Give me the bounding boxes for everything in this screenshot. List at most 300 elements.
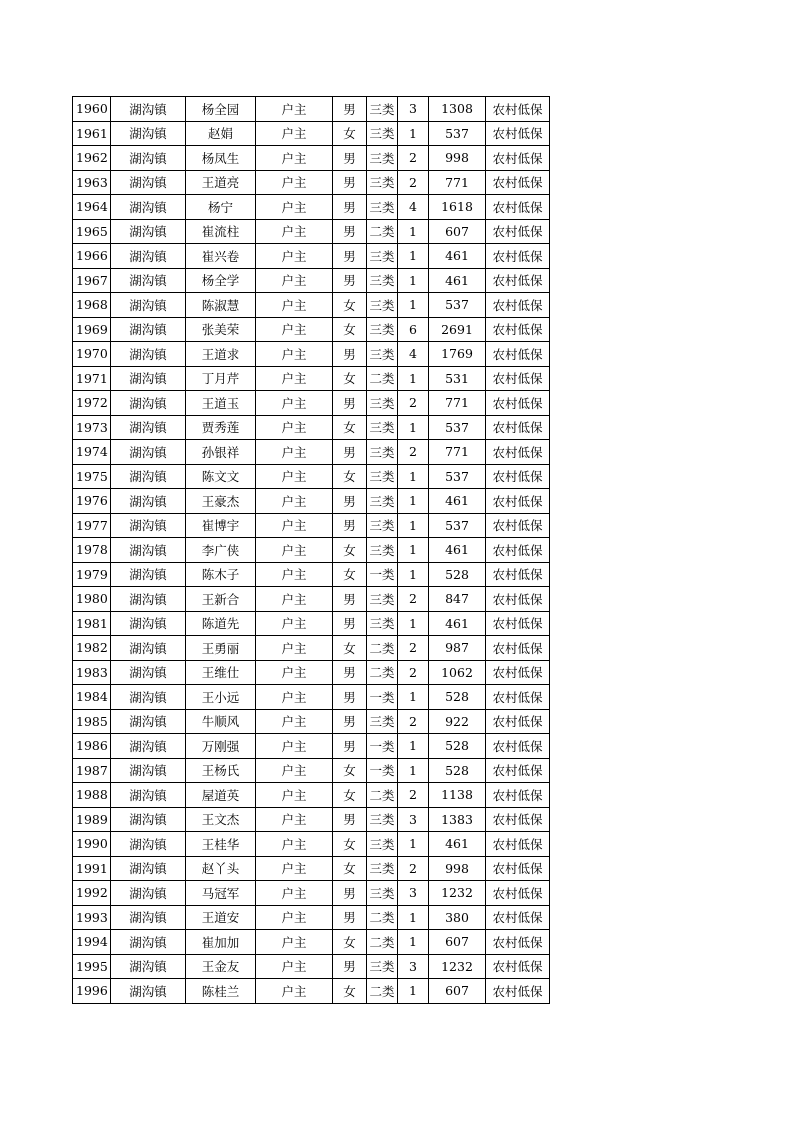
aid-type-cell: 农村低保 <box>486 905 550 930</box>
household-size-cell: 1 <box>398 121 429 146</box>
gender-cell: 男 <box>333 97 367 122</box>
household-size-cell: 2 <box>398 709 429 734</box>
serial-number-cell: 1974 <box>73 440 111 465</box>
category-cell: 三类 <box>367 954 398 979</box>
household-size-cell: 1 <box>398 734 429 759</box>
township-cell: 湖沟镇 <box>111 660 186 685</box>
household-size-cell: 1 <box>398 758 429 783</box>
table-row <box>73 734 550 759</box>
household-size-cell: 1 <box>398 415 429 440</box>
category-cell: 三类 <box>367 513 398 538</box>
table-row <box>73 954 550 979</box>
name-cell: 贾秀莲 <box>186 415 256 440</box>
amount-cell: 1618 <box>429 195 486 220</box>
name-cell: 李广侠 <box>186 538 256 563</box>
gender-cell: 男 <box>333 170 367 195</box>
amount-cell: 847 <box>429 587 486 612</box>
serial-number-cell: 1968 <box>73 293 111 318</box>
aid-type-cell: 农村低保 <box>486 734 550 759</box>
category-cell: 三类 <box>367 832 398 857</box>
aid-type-cell: 农村低保 <box>486 832 550 857</box>
category-cell: 三类 <box>367 611 398 636</box>
township-cell: 湖沟镇 <box>111 587 186 612</box>
aid-type-cell: 农村低保 <box>486 709 550 734</box>
relation-cell: 户主 <box>256 954 333 979</box>
category-cell: 一类 <box>367 562 398 587</box>
aid-type-cell: 农村低保 <box>486 293 550 318</box>
aid-type-cell: 农村低保 <box>486 440 550 465</box>
table-row <box>73 611 550 636</box>
township-cell: 湖沟镇 <box>111 415 186 440</box>
household-size-cell: 1 <box>398 905 429 930</box>
name-cell: 王杨氏 <box>186 758 256 783</box>
township-cell: 湖沟镇 <box>111 905 186 930</box>
table-row <box>73 685 550 710</box>
aid-type-cell: 农村低保 <box>486 685 550 710</box>
gender-cell: 女 <box>333 783 367 808</box>
relation-cell: 户主 <box>256 391 333 416</box>
gender-cell: 男 <box>333 807 367 832</box>
table-row <box>73 587 550 612</box>
aid-type-cell: 农村低保 <box>486 317 550 342</box>
relation-cell: 户主 <box>256 317 333 342</box>
name-cell: 杨全学 <box>186 268 256 293</box>
amount-cell: 537 <box>429 121 486 146</box>
category-cell: 三类 <box>367 709 398 734</box>
relation-cell: 户主 <box>256 856 333 881</box>
category-cell: 三类 <box>367 244 398 269</box>
household-size-cell: 1 <box>398 513 429 538</box>
gender-cell: 女 <box>333 832 367 857</box>
serial-number-cell: 1966 <box>73 244 111 269</box>
gender-cell: 女 <box>333 366 367 391</box>
township-cell: 湖沟镇 <box>111 170 186 195</box>
table-row <box>73 758 550 783</box>
name-cell: 牛顺风 <box>186 709 256 734</box>
household-size-cell: 6 <box>398 317 429 342</box>
relation-cell: 户主 <box>256 170 333 195</box>
amount-cell: 461 <box>429 611 486 636</box>
table-row <box>73 415 550 440</box>
table-row <box>73 905 550 930</box>
household-size-cell: 1 <box>398 930 429 955</box>
amount-cell: 531 <box>429 366 486 391</box>
township-cell: 湖沟镇 <box>111 97 186 122</box>
serial-number-cell: 1987 <box>73 758 111 783</box>
name-cell: 王道安 <box>186 905 256 930</box>
name-cell: 崔博宇 <box>186 513 256 538</box>
amount-cell: 461 <box>429 268 486 293</box>
serial-number-cell: 1973 <box>73 415 111 440</box>
serial-number-cell: 1986 <box>73 734 111 759</box>
serial-number-cell: 1989 <box>73 807 111 832</box>
table-row <box>73 538 550 563</box>
relation-cell: 户主 <box>256 121 333 146</box>
aid-type-cell: 农村低保 <box>486 660 550 685</box>
serial-number-cell: 1960 <box>73 97 111 122</box>
table-row <box>73 342 550 367</box>
aid-type-cell: 农村低保 <box>486 587 550 612</box>
name-cell: 王文杰 <box>186 807 256 832</box>
relation-cell: 户主 <box>256 636 333 661</box>
name-cell: 陈桂兰 <box>186 979 256 1004</box>
household-size-cell: 1 <box>398 464 429 489</box>
household-size-cell: 3 <box>398 954 429 979</box>
relation-cell: 户主 <box>256 758 333 783</box>
relation-cell: 户主 <box>256 489 333 514</box>
category-cell: 二类 <box>367 979 398 1004</box>
amount-cell: 987 <box>429 636 486 661</box>
name-cell: 赵娟 <box>186 121 256 146</box>
aid-type-cell: 农村低保 <box>486 611 550 636</box>
table-row <box>73 489 550 514</box>
category-cell: 二类 <box>367 660 398 685</box>
township-cell: 湖沟镇 <box>111 195 186 220</box>
aid-type-cell: 农村低保 <box>486 121 550 146</box>
aid-type-cell: 农村低保 <box>486 783 550 808</box>
table-row <box>73 709 550 734</box>
amount-cell: 380 <box>429 905 486 930</box>
household-size-cell: 1 <box>398 538 429 563</box>
relation-cell: 户主 <box>256 979 333 1004</box>
name-cell: 陈文文 <box>186 464 256 489</box>
gender-cell: 男 <box>333 146 367 171</box>
gender-cell: 男 <box>333 881 367 906</box>
gender-cell: 男 <box>333 660 367 685</box>
name-cell: 王道玉 <box>186 391 256 416</box>
household-size-cell: 2 <box>398 587 429 612</box>
name-cell: 万刚强 <box>186 734 256 759</box>
serial-number-cell: 1988 <box>73 783 111 808</box>
household-size-cell: 1 <box>398 685 429 710</box>
category-cell: 三类 <box>367 146 398 171</box>
name-cell: 杨凤生 <box>186 146 256 171</box>
gender-cell: 男 <box>333 954 367 979</box>
aid-type-cell: 农村低保 <box>486 758 550 783</box>
township-cell: 湖沟镇 <box>111 244 186 269</box>
table-body <box>73 97 550 1004</box>
name-cell: 王维仕 <box>186 660 256 685</box>
table-row <box>73 807 550 832</box>
gender-cell: 男 <box>333 734 367 759</box>
category-cell: 一类 <box>367 734 398 759</box>
aid-type-cell: 农村低保 <box>486 464 550 489</box>
name-cell: 陈淑慧 <box>186 293 256 318</box>
relation-cell: 户主 <box>256 342 333 367</box>
relation-cell: 户主 <box>256 146 333 171</box>
serial-number-cell: 1992 <box>73 881 111 906</box>
serial-number-cell: 1982 <box>73 636 111 661</box>
household-size-cell: 1 <box>398 489 429 514</box>
aid-type-cell: 农村低保 <box>486 219 550 244</box>
household-size-cell: 1 <box>398 832 429 857</box>
gender-cell: 女 <box>333 464 367 489</box>
township-cell: 湖沟镇 <box>111 954 186 979</box>
relation-cell: 户主 <box>256 415 333 440</box>
category-cell: 一类 <box>367 758 398 783</box>
amount-cell: 607 <box>429 219 486 244</box>
relation-cell: 户主 <box>256 881 333 906</box>
amount-cell: 1232 <box>429 881 486 906</box>
township-cell: 湖沟镇 <box>111 562 186 587</box>
table-row <box>73 636 550 661</box>
township-cell: 湖沟镇 <box>111 121 186 146</box>
relation-cell: 户主 <box>256 660 333 685</box>
aid-type-cell: 农村低保 <box>486 513 550 538</box>
aid-type-cell: 农村低保 <box>486 979 550 1004</box>
serial-number-cell: 1981 <box>73 611 111 636</box>
amount-cell: 537 <box>429 415 486 440</box>
aid-type-cell: 农村低保 <box>486 856 550 881</box>
name-cell: 丁月芹 <box>186 366 256 391</box>
gender-cell: 男 <box>333 905 367 930</box>
name-cell: 王小远 <box>186 685 256 710</box>
category-cell: 三类 <box>367 587 398 612</box>
aid-type-cell: 农村低保 <box>486 268 550 293</box>
amount-cell: 528 <box>429 685 486 710</box>
household-size-cell: 3 <box>398 807 429 832</box>
household-size-cell: 1 <box>398 293 429 318</box>
amount-cell: 998 <box>429 146 486 171</box>
category-cell: 三类 <box>367 856 398 881</box>
category-cell: 三类 <box>367 317 398 342</box>
household-size-cell: 1 <box>398 268 429 293</box>
relation-cell: 户主 <box>256 807 333 832</box>
township-cell: 湖沟镇 <box>111 783 186 808</box>
relief-roster-table <box>72 96 550 1004</box>
table-row <box>73 121 550 146</box>
relation-cell: 户主 <box>256 97 333 122</box>
serial-number-cell: 1976 <box>73 489 111 514</box>
household-size-cell: 1 <box>398 562 429 587</box>
gender-cell: 男 <box>333 489 367 514</box>
name-cell: 杨全园 <box>186 97 256 122</box>
category-cell: 二类 <box>367 930 398 955</box>
serial-number-cell: 1993 <box>73 905 111 930</box>
township-cell: 湖沟镇 <box>111 342 186 367</box>
gender-cell: 男 <box>333 219 367 244</box>
serial-number-cell: 1962 <box>73 146 111 171</box>
relation-cell: 户主 <box>256 268 333 293</box>
table-row <box>73 881 550 906</box>
township-cell: 湖沟镇 <box>111 734 186 759</box>
serial-number-cell: 1990 <box>73 832 111 857</box>
table-row <box>73 219 550 244</box>
gender-cell: 男 <box>333 709 367 734</box>
category-cell: 二类 <box>367 219 398 244</box>
name-cell: 杨宁 <box>186 195 256 220</box>
relation-cell: 户主 <box>256 905 333 930</box>
amount-cell: 922 <box>429 709 486 734</box>
amount-cell: 998 <box>429 856 486 881</box>
aid-type-cell: 农村低保 <box>486 538 550 563</box>
serial-number-cell: 1961 <box>73 121 111 146</box>
aid-type-cell: 农村低保 <box>486 195 550 220</box>
table-row <box>73 660 550 685</box>
relation-cell: 户主 <box>256 244 333 269</box>
aid-type-cell: 农村低保 <box>486 366 550 391</box>
category-cell: 三类 <box>367 489 398 514</box>
name-cell: 王豪杰 <box>186 489 256 514</box>
amount-cell: 1769 <box>429 342 486 367</box>
name-cell: 王金友 <box>186 954 256 979</box>
table-row <box>73 464 550 489</box>
amount-cell: 1308 <box>429 97 486 122</box>
gender-cell: 女 <box>333 415 367 440</box>
amount-cell: 1232 <box>429 954 486 979</box>
household-size-cell: 3 <box>398 97 429 122</box>
table-row <box>73 513 550 538</box>
township-cell: 湖沟镇 <box>111 636 186 661</box>
township-cell: 湖沟镇 <box>111 685 186 710</box>
gender-cell: 男 <box>333 587 367 612</box>
amount-cell: 1383 <box>429 807 486 832</box>
household-size-cell: 2 <box>398 146 429 171</box>
category-cell: 三类 <box>367 415 398 440</box>
gender-cell: 女 <box>333 121 367 146</box>
serial-number-cell: 1963 <box>73 170 111 195</box>
township-cell: 湖沟镇 <box>111 930 186 955</box>
household-size-cell: 2 <box>398 636 429 661</box>
amount-cell: 461 <box>429 832 486 857</box>
amount-cell: 528 <box>429 758 486 783</box>
category-cell: 二类 <box>367 783 398 808</box>
aid-type-cell: 农村低保 <box>486 342 550 367</box>
township-cell: 湖沟镇 <box>111 856 186 881</box>
aid-type-cell: 农村低保 <box>486 930 550 955</box>
gender-cell: 女 <box>333 930 367 955</box>
category-cell: 三类 <box>367 195 398 220</box>
relation-cell: 户主 <box>256 709 333 734</box>
relation-cell: 户主 <box>256 366 333 391</box>
serial-number-cell: 1971 <box>73 366 111 391</box>
township-cell: 湖沟镇 <box>111 489 186 514</box>
aid-type-cell: 农村低保 <box>486 489 550 514</box>
table-row <box>73 562 550 587</box>
table-row <box>73 979 550 1004</box>
aid-type-cell: 农村低保 <box>486 881 550 906</box>
amount-cell: 2691 <box>429 317 486 342</box>
category-cell: 二类 <box>367 636 398 661</box>
serial-number-cell: 1965 <box>73 219 111 244</box>
amount-cell: 607 <box>429 930 486 955</box>
serial-number-cell: 1979 <box>73 562 111 587</box>
relation-cell: 户主 <box>256 930 333 955</box>
gender-cell: 男 <box>333 342 367 367</box>
township-cell: 湖沟镇 <box>111 611 186 636</box>
name-cell: 王桂华 <box>186 832 256 857</box>
amount-cell: 537 <box>429 513 486 538</box>
table-row <box>73 170 550 195</box>
relation-cell: 户主 <box>256 293 333 318</box>
household-size-cell: 3 <box>398 881 429 906</box>
name-cell: 王新合 <box>186 587 256 612</box>
aid-type-cell: 农村低保 <box>486 807 550 832</box>
township-cell: 湖沟镇 <box>111 881 186 906</box>
category-cell: 三类 <box>367 268 398 293</box>
gender-cell: 男 <box>333 244 367 269</box>
category-cell: 二类 <box>367 905 398 930</box>
serial-number-cell: 1985 <box>73 709 111 734</box>
aid-type-cell: 农村低保 <box>486 954 550 979</box>
amount-cell: 607 <box>429 979 486 1004</box>
name-cell: 崔流柱 <box>186 219 256 244</box>
relation-cell: 户主 <box>256 783 333 808</box>
amount-cell: 1062 <box>429 660 486 685</box>
amount-cell: 771 <box>429 170 486 195</box>
household-size-cell: 1 <box>398 979 429 1004</box>
name-cell: 王道亮 <box>186 170 256 195</box>
table-row <box>73 146 550 171</box>
household-size-cell: 2 <box>398 170 429 195</box>
aid-type-cell: 农村低保 <box>486 562 550 587</box>
aid-type-cell: 农村低保 <box>486 244 550 269</box>
relation-cell: 户主 <box>256 538 333 563</box>
table-row <box>73 783 550 808</box>
township-cell: 湖沟镇 <box>111 366 186 391</box>
category-cell: 三类 <box>367 538 398 563</box>
category-cell: 二类 <box>367 366 398 391</box>
gender-cell: 女 <box>333 538 367 563</box>
gender-cell: 女 <box>333 317 367 342</box>
township-cell: 湖沟镇 <box>111 268 186 293</box>
serial-number-cell: 1980 <box>73 587 111 612</box>
township-cell: 湖沟镇 <box>111 979 186 1004</box>
aid-type-cell: 农村低保 <box>486 97 550 122</box>
category-cell: 三类 <box>367 464 398 489</box>
category-cell: 三类 <box>367 440 398 465</box>
township-cell: 湖沟镇 <box>111 317 186 342</box>
category-cell: 三类 <box>367 807 398 832</box>
aid-type-cell: 农村低保 <box>486 146 550 171</box>
category-cell: 三类 <box>367 391 398 416</box>
aid-type-cell: 农村低保 <box>486 170 550 195</box>
amount-cell: 528 <box>429 734 486 759</box>
amount-cell: 461 <box>429 538 486 563</box>
table-row <box>73 195 550 220</box>
relation-cell: 户主 <box>256 195 333 220</box>
serial-number-cell: 1969 <box>73 317 111 342</box>
table-row <box>73 317 550 342</box>
household-size-cell: 1 <box>398 611 429 636</box>
table-row <box>73 268 550 293</box>
table-row <box>73 244 550 269</box>
township-cell: 湖沟镇 <box>111 146 186 171</box>
category-cell: 三类 <box>367 170 398 195</box>
serial-number-cell: 1975 <box>73 464 111 489</box>
category-cell: 三类 <box>367 881 398 906</box>
township-cell: 湖沟镇 <box>111 807 186 832</box>
household-size-cell: 1 <box>398 366 429 391</box>
name-cell: 崔加加 <box>186 930 256 955</box>
gender-cell: 女 <box>333 758 367 783</box>
gender-cell: 男 <box>333 440 367 465</box>
category-cell: 三类 <box>367 97 398 122</box>
name-cell: 屋道英 <box>186 783 256 808</box>
household-size-cell: 2 <box>398 440 429 465</box>
household-size-cell: 2 <box>398 783 429 808</box>
township-cell: 湖沟镇 <box>111 538 186 563</box>
table-row <box>73 440 550 465</box>
table-row <box>73 930 550 955</box>
table-row <box>73 391 550 416</box>
gender-cell: 女 <box>333 293 367 318</box>
table-row <box>73 97 550 122</box>
serial-number-cell: 1995 <box>73 954 111 979</box>
serial-number-cell: 1994 <box>73 930 111 955</box>
relation-cell: 户主 <box>256 685 333 710</box>
name-cell: 王勇丽 <box>186 636 256 661</box>
